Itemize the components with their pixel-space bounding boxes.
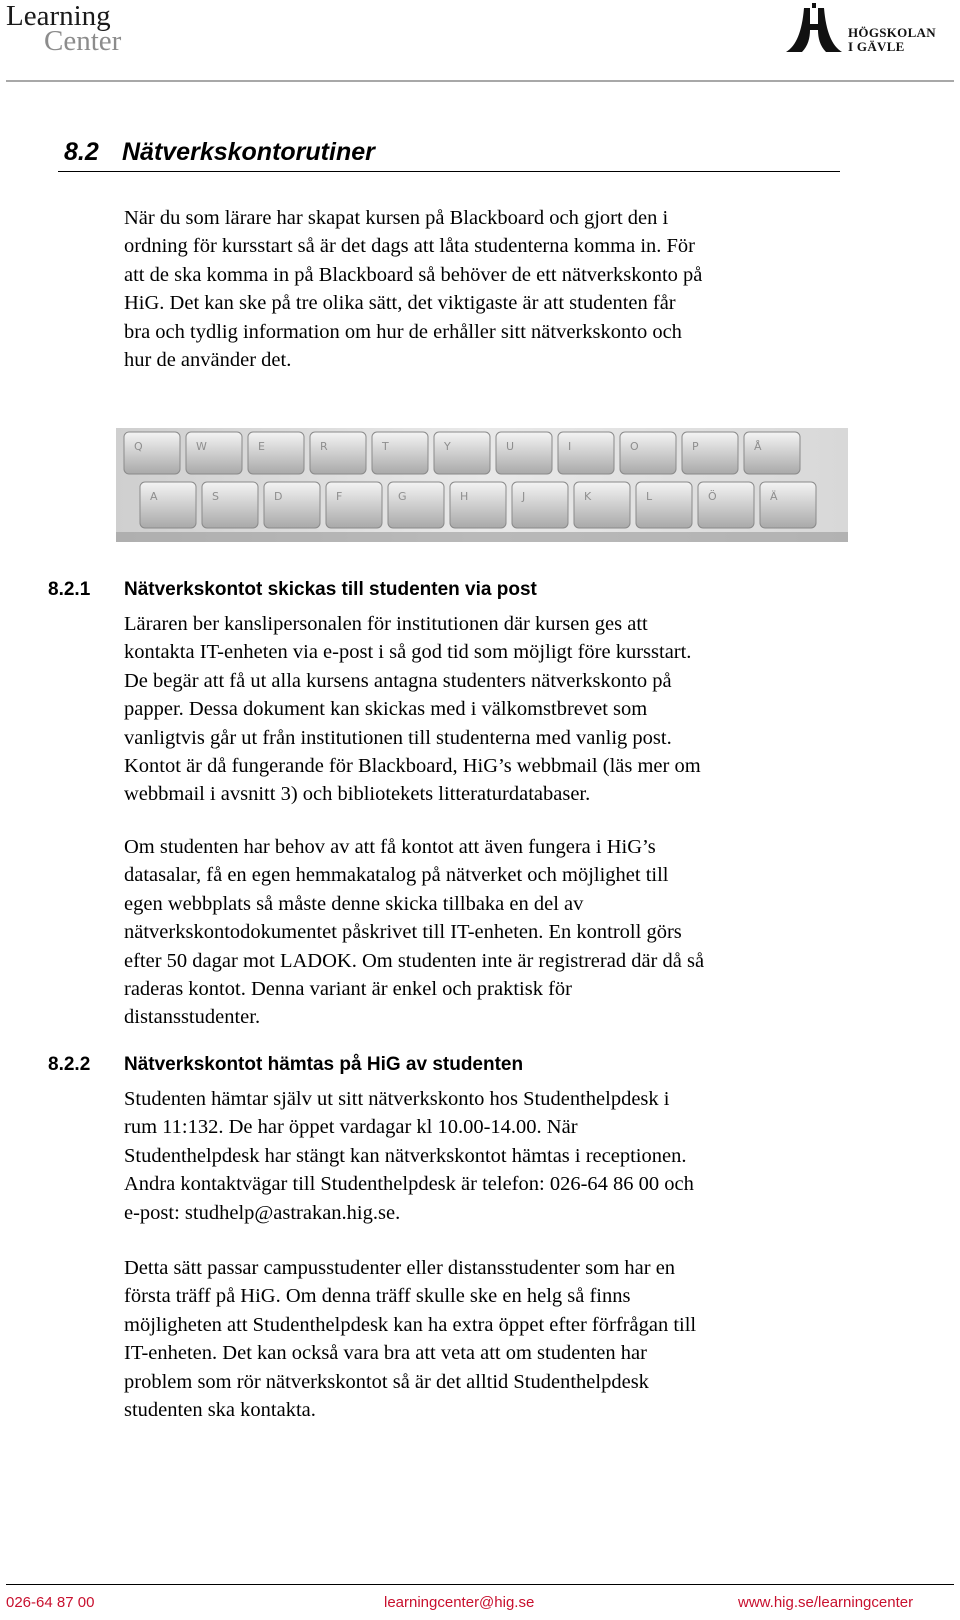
keyboard-key (264, 482, 320, 528)
keyboard-key (310, 432, 366, 474)
subsection-2-paragraph-2 (124, 1254, 844, 1424)
keyboard-key-label: S (212, 490, 219, 503)
text-line: problem som rör nätverkskontot så är det alltid Studenthelpdesk (124, 1370, 649, 1393)
text-line: Studenten hämtar själv ut sitt nätverkskonto hos Studenthelpdesk i (124, 1088, 670, 1110)
keyboard-key (512, 482, 568, 528)
text-line: datasalar, få en egen hemmakatalog på nätverket och möjlighet till (124, 864, 669, 887)
keyboard-key-label: R (320, 440, 328, 453)
keyboard-key-label: Å (754, 440, 762, 453)
keyboard-key-label: J (522, 490, 526, 503)
subsection-number: 8.2.2 (48, 1054, 91, 1075)
text-line: ordning för kursstart så är det dags att låta studenterna komma in. För (124, 235, 696, 258)
keyboard-key (202, 482, 258, 528)
text-line: raderas kontot. Denna variant är enkel och praktisk för (124, 978, 572, 1001)
keyboard-key (186, 432, 242, 474)
hogskolan-name-line2: I GÄVLE (848, 39, 905, 54)
text-line: De begär att få ut alla kursens antagna studenters nätverkskonto på (124, 669, 672, 692)
text-line: Om studenten har behov av att få kontot att även fungera i HiG’s (124, 836, 656, 858)
footer-website-link[interactable]: www.hig.se/learningcenter (738, 1594, 914, 1611)
text-line: bra och tydlig information om hur de erhåller sitt nätverkskonto och (124, 320, 682, 343)
subsection-title: Nätverkskontot hämtas på HiG av studenten (124, 1054, 524, 1075)
text-line: Detta sätt passar campusstudenter eller distansstudenter som har en (124, 1257, 676, 1279)
keyboard-key-label: Q (134, 440, 143, 453)
subsection-1-paragraph-1 (124, 610, 844, 809)
footer-email-link[interactable]: learningcenter@hig.se (384, 1594, 535, 1611)
keyboard-key-label: P (692, 440, 699, 453)
text-line: nätverkskontodokumentet påskrivet till IT-enheten. En kontroll görs (124, 921, 682, 944)
keyboard-key (388, 482, 444, 528)
keyboard-key-label: Ä (770, 490, 778, 503)
keyboard-key-label: I (568, 440, 572, 453)
text-line: distansstudenter. (124, 1006, 261, 1029)
text-line: att de ska komma in på Blackboard så behöver de ett nätverkskonto på (124, 263, 703, 286)
hogskolan-name (848, 26, 936, 54)
keyboard-key-label: F (336, 490, 343, 503)
text-line: Studenthelpdesk har stängt kan nätverkskontot hämtas i receptionen. (124, 1144, 687, 1167)
section-number: 8.2 (64, 138, 99, 166)
keyboard-key (372, 432, 428, 474)
hogskolan-logo (782, 2, 942, 58)
section-heading-underline (58, 171, 840, 172)
footer-phone: 026-64 87 00 (6, 1594, 95, 1611)
text-line: möjligheten att Studenthelpdesk kan ha extra öppet efter förfrågan till (124, 1313, 697, 1336)
text-line: efter 50 dagar mot LADOK. Om studenten inte är registrerad där då så (124, 949, 705, 972)
keyboard-key (450, 482, 506, 528)
logo-text-center: Center (44, 25, 122, 57)
keyboard-key-label: K (584, 490, 592, 503)
keyboard-key-label: D (274, 490, 283, 503)
subsection-2-paragraph-1 (124, 1085, 844, 1227)
text-line: HiG. Det kan ske på tre olika sätt, det viktigaste är att studenten får (124, 292, 676, 315)
text-line: kontakta IT-enheten via e-post i så god tid som möjligt före kursstart. (124, 641, 692, 664)
text-line: När du som lärare har skapat kursen på Blackboard och gjort den i (124, 207, 669, 229)
subsection-heading-1 (48, 579, 537, 601)
hogskolan-emblem-icon (782, 2, 846, 58)
text-line: studenten ska kontakta. (124, 1399, 316, 1422)
keyboard-key-label: H (460, 490, 469, 503)
keyboard-key-label: A (150, 490, 158, 503)
keyboard-key (558, 432, 614, 474)
logo-text-learning: Learning (6, 0, 111, 32)
subsection-number: 8.2.1 (48, 579, 91, 600)
section-title: Nätverkskontorutiner (122, 138, 375, 166)
keyboard-key (682, 432, 738, 474)
hogskolan-name-line1: HÖGSKOLAN (848, 25, 936, 40)
text-line: egen webbplats så måste denne skicka tillbaka en del av (124, 892, 584, 915)
keyboard-key (434, 432, 490, 474)
keyboard-key-label: T (382, 440, 389, 453)
text-line: Läraren ber kanslipersonalen för institutionen där kursen ges att (124, 613, 648, 635)
keyboard-key-label: E (258, 440, 265, 453)
header-divider (6, 80, 954, 82)
text-line: rum 11:132. De har öppet vardagar kl 10.00-14.00. När (124, 1116, 578, 1139)
subsection-title: Nätverkskontot skickas till studenten via post (124, 579, 537, 600)
learning-center-logo (6, 2, 121, 56)
text-line: hur de använder det. (124, 349, 292, 372)
keyboard-key-label: U (506, 440, 515, 453)
text-line: Kontot är då fungerande för Blackboard, HiG’s webbmail (läs mer om (124, 755, 701, 778)
text-line: papper. Dessa dokument kan skickas med i välkomstbrevet som (124, 698, 648, 721)
keyboard-key (636, 482, 692, 528)
text-line: webbmail i avsnitt 3) och bibliotekets litteraturdatabaser. (124, 783, 591, 806)
keyboard-key-label: G (398, 490, 407, 503)
keyboard-key (620, 432, 676, 474)
keyboard-row-1 (124, 432, 800, 474)
keyboard-key (124, 432, 180, 474)
keyboard-key (496, 432, 552, 474)
keyboard-key-label: W (196, 440, 207, 453)
text-line: vanligtvis går ut från institutionen till studenterna med vanlig post. (124, 726, 672, 749)
keyboard-key (326, 482, 382, 528)
keyboard-key (760, 482, 816, 528)
text-line: Andra kontaktvägar till Studenthelpdesk är telefon: 026-64 86 00 och (124, 1173, 694, 1196)
subsection-heading-2 (48, 1054, 523, 1076)
text-line: e-post: studhelp@astrakan.hig.se. (124, 1201, 401, 1224)
keyboard-key (574, 482, 630, 528)
keyboard-key-label: O (630, 440, 639, 453)
keyboard-key-label: L (646, 490, 653, 503)
subsection-1-paragraph-2 (124, 833, 844, 1032)
keyboard-photo (116, 428, 848, 542)
section-heading (64, 138, 375, 167)
keyboard-key (248, 432, 304, 474)
keyboard-key (140, 482, 196, 528)
footer-divider (6, 1584, 954, 1585)
keyboard-key (698, 482, 754, 528)
keyboard-key-label: Ö (708, 490, 717, 503)
keyboard-key-label: Y (444, 440, 451, 453)
text-line: IT-enheten. Det kan också vara bra att veta att om studenten har (124, 1342, 647, 1365)
text-line: första träff på HiG. Om denna träff skulle ske en helg så finns (124, 1285, 631, 1308)
keyboard-key (744, 432, 800, 474)
keyboard-row-2 (140, 482, 816, 528)
intro-paragraph (124, 204, 844, 374)
